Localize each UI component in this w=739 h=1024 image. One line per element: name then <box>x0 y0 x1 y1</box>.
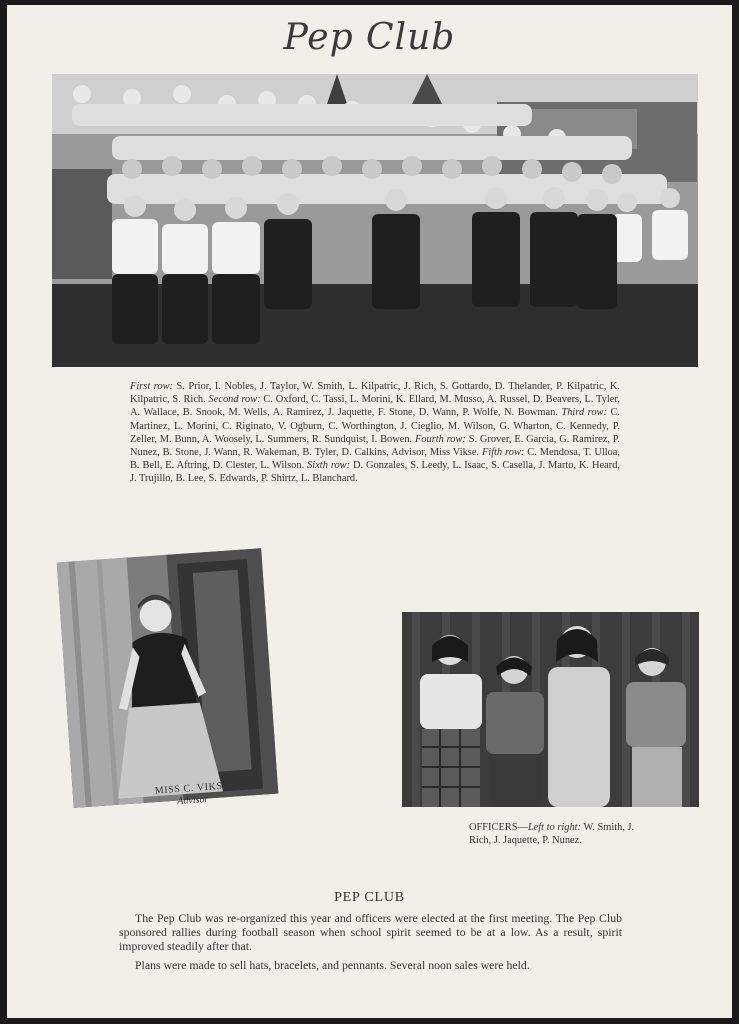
officers-label: OFFICERS— <box>469 822 528 833</box>
caption-row-label: Sixth row: <box>307 460 351 472</box>
advisor-photo-image <box>57 548 279 808</box>
caption-row-label: First row: <box>130 381 173 392</box>
caption-row-names: D. Gonzales, S. Leedy, L. Isaac, S. Casella, J. Marto, K. Heard, J. Trujillo, B. Lee, S. Edwards, P. Shirtz, L. Blanchard. <box>130 460 620 485</box>
advisor-photo <box>57 548 279 808</box>
yearbook-page <box>7 5 732 1018</box>
advisor-name: MISS C. VIKSE <box>154 780 230 797</box>
caption-row-names: C. Martinez, L. Morini, C. Riginato, V. Ogburn, C. Worthington, J. Cieglio, M. Wilson, G. Wharton, C. Kennedy, P. Zeller, M. Bunn, A. Woosely, L. Summers, R. Sundquist, I. Bowen. <box>130 407 620 445</box>
advisor-role: Advisor <box>176 793 209 808</box>
caption-row-names: C. Oxford, C. Tassi, L. Morini, K. Ellard, M. Musso, A. Russel, D. Beavers, L. Tyler, A. Wallace, B. Snook, M. Wells, A. Ramirez, J. Jaquette, F. Stone, D. Wann, P. Wolfe, N. Bowman. <box>130 394 621 419</box>
article-heading: PEP CLUB <box>334 890 405 905</box>
officers-direction: Left to right: <box>527 822 582 833</box>
caption-row-names: S. Prior, I. Nobles, J. Taylor, W. Smith, L. Kilpatric, J. Rich, S. Gottardo, D. Thelander, P. Kilpatric, K. Kilpatric, S. Rich. <box>130 381 620 406</box>
officers-photo <box>402 612 699 807</box>
advisor-caption <box>144 780 240 811</box>
caption-row-label: Second row: <box>208 394 261 406</box>
officers-names: W. Smith, J. Rich, J. Jaquette, P. Nunez. <box>469 822 635 846</box>
officers-photo-image <box>402 612 699 807</box>
caption-row-label: Fifth row: <box>481 447 525 459</box>
group-photo-image <box>52 74 698 367</box>
officers-caption <box>469 821 647 847</box>
article-body <box>119 912 622 979</box>
article-paragraph: Plans were made to sell hats, bracelets, and pennants. Several noon sales were held. <box>135 958 530 973</box>
group-photo-caption <box>130 380 620 486</box>
caption-row-label: Third row: <box>561 407 607 419</box>
caption-row-names: C. Mendosa, T. Ulloa, B. Bell, E. Aftring, D. Clester, L. Wilson. <box>130 447 620 472</box>
caption-row-names: S. Grover, E. Garcia, G. Ramirez, P. Nunez, B. Stone, J. Wann, R. Wakeman, B. Tyler, D. Calkins, Advisor, Miss Vikse. <box>130 433 620 459</box>
group-photo <box>52 74 698 367</box>
article-paragraph: The Pep Club was re-organized this year and officers were elected at the first meeting. The Pep Club sponsored rallies during football season when school spirit seemed to be at a low. As a result, spirit improved steadily after that. <box>119 911 622 953</box>
caption-row-label: Fourth row: <box>414 433 466 445</box>
page-title: Pep Club <box>283 17 456 58</box>
advisor-photo-frame <box>57 548 279 808</box>
